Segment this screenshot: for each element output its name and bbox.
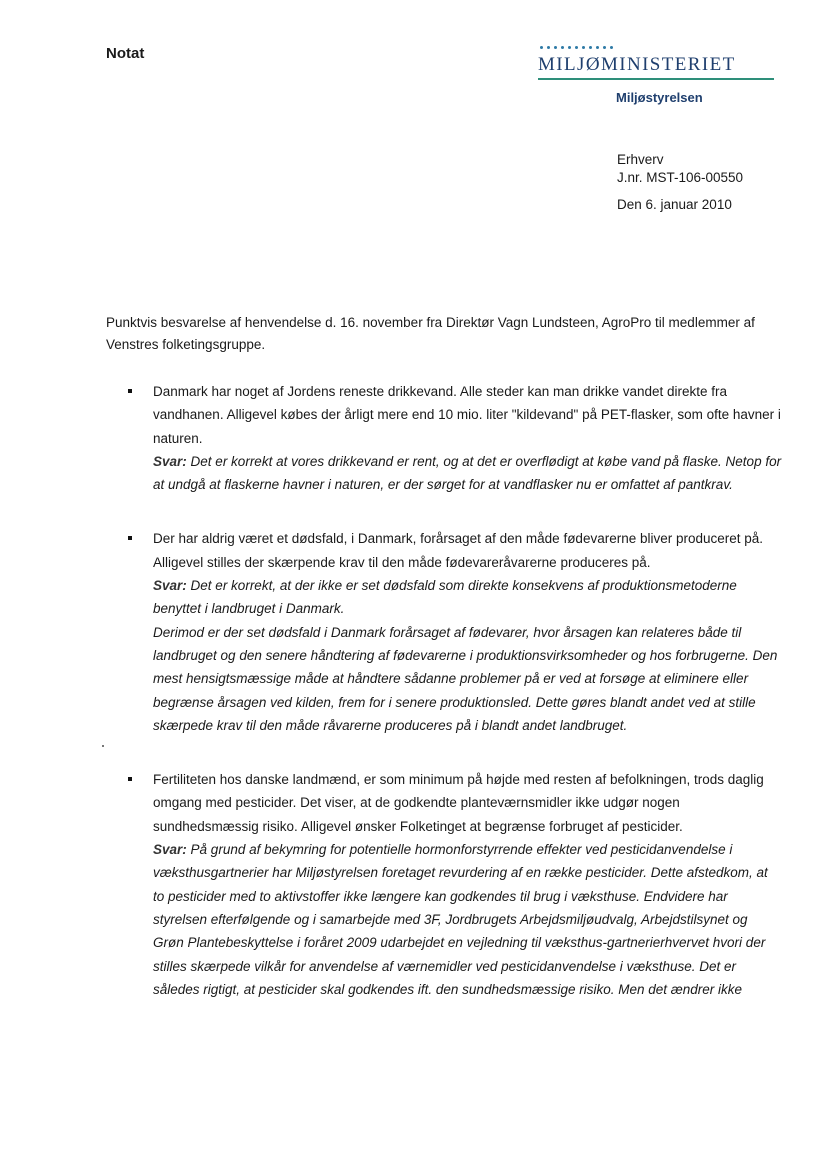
list-item xyxy=(106,380,782,496)
document-type-label: Notat xyxy=(106,45,145,62)
answer-continuation: Derimod er der set dødsfald i Danmark forårsaget af fødevarer, hvor årsagen kan relateres både til landbruget og den senere håndtering af fødevarerne i produktionsvirksomheder og hos forbrugerne. Den mest hensigtsmæssige måde at håndtere sådanne problemer på er ved at forsøge at eliminere eller begrænse årsagen ved kilden, frem for i senere produktionsled. Dette gøres blandt andet ved at stille skærpede krav til den måde råvarerne produceres på i blandt andet landbruget. xyxy=(153,624,778,733)
svar-label: Svar: xyxy=(153,578,187,594)
item-question: Fertiliteten hos danske landmænd, er som minimum på højde med resten af befolkningen, trods daglig omgang med pesticider. Det viser, at de godkendte planteværnsmidler ikke udgør nogen sundhedsmæssig risiko. Alligevel ønsker Folketinget at begrænse forbruget af pesticider. xyxy=(153,772,764,834)
bullet-icon xyxy=(128,777,132,781)
logo-divider xyxy=(538,78,774,80)
answer-text: Det er korrekt at vores drikkevand er rent, og at det er overflødigt at købe vand på flaske. Netop for at undgå at flaskerne havner i naturen, er der sørget for at vandflasker nu er omfattet af pantkrav. xyxy=(153,453,782,493)
list-item xyxy=(106,527,782,737)
document-meta xyxy=(617,151,743,214)
journal-number: J.nr. MST-106-00550 xyxy=(617,170,744,185)
answer-text: På grund af bekymring for potentielle hormonforstyrrende effekter ved pesticidanvendelse i væksthusgartnerier har Miljøstyrelsen foretaget revurdering af en række pesticider. Dette afstedkom, at to pesticider med to aktivstoffer ikke længere kan godkendes til brug i væksthuse. Endvidere har styrelsen efterfølgende og i samarbejde med 3F, Jordbrugets Arbejdsmiljøudvalg, Arbejdstilsynet og Grøn Plantebeskyttelse i foråret 2009 udarbejdet en vejledning til væksthus-gartnerierhvervet hvori der stilles skærpede vilkår for anvendelse af værnemidler ved pesticidanvendelse i væksthuse. Det er således rigtigt, at pesticider skal godkendes ift. den sundhedsmæssige risiko. Men det ændrer ikke xyxy=(153,842,768,997)
item-question: Danmark har noget af Jordens reneste drikkevand. Alle steder kan man drikke vandet direkte fra vandhanen. Alligevel købes der årligt mere end 10 mio. liter "kildevand" på PET-flasker, som ofte havner i naturen. xyxy=(153,384,781,446)
department-label: Erhverv xyxy=(617,152,664,167)
logo-agency-name: Miljøstyrelsen xyxy=(616,90,703,105)
list-item xyxy=(106,768,782,1001)
ministry-logo xyxy=(538,46,776,105)
document-date: Den 6. januar 2010 xyxy=(617,197,732,212)
answer-text: Det er korrekt, at der ikke er set dødsfald som direkte konsekvens af produktionsmetoderne benyttet i landbruget i Danmark. xyxy=(153,578,737,617)
logo-dots-decoration xyxy=(538,46,776,52)
item-answer xyxy=(153,450,782,497)
item-answer xyxy=(153,838,782,1001)
logo-ministry-name: MILJØMINISTERIET xyxy=(538,54,736,75)
bullet-icon xyxy=(128,389,132,393)
svar-label: Svar: xyxy=(153,842,187,858)
svar-label: Svar: xyxy=(153,453,187,469)
bullet-icon xyxy=(128,536,132,540)
response-list xyxy=(106,380,782,1001)
item-answer xyxy=(153,574,782,621)
intro-paragraph: Punktvis besvarelse af henvendelse d. 16. november fra Direktør Vagn Lundsteen, AgroPro til medlemmer af Venstres folketingsgruppe. xyxy=(106,315,755,352)
item-question: Der har aldrig været et dødsfald, i Danmark, forårsaget af den måde fødevarerne bliver produceret på. Alligevel stilles der skærpende krav til den måde fødevareråvarerne produceres på. xyxy=(153,531,764,570)
scan-speck xyxy=(102,745,104,747)
